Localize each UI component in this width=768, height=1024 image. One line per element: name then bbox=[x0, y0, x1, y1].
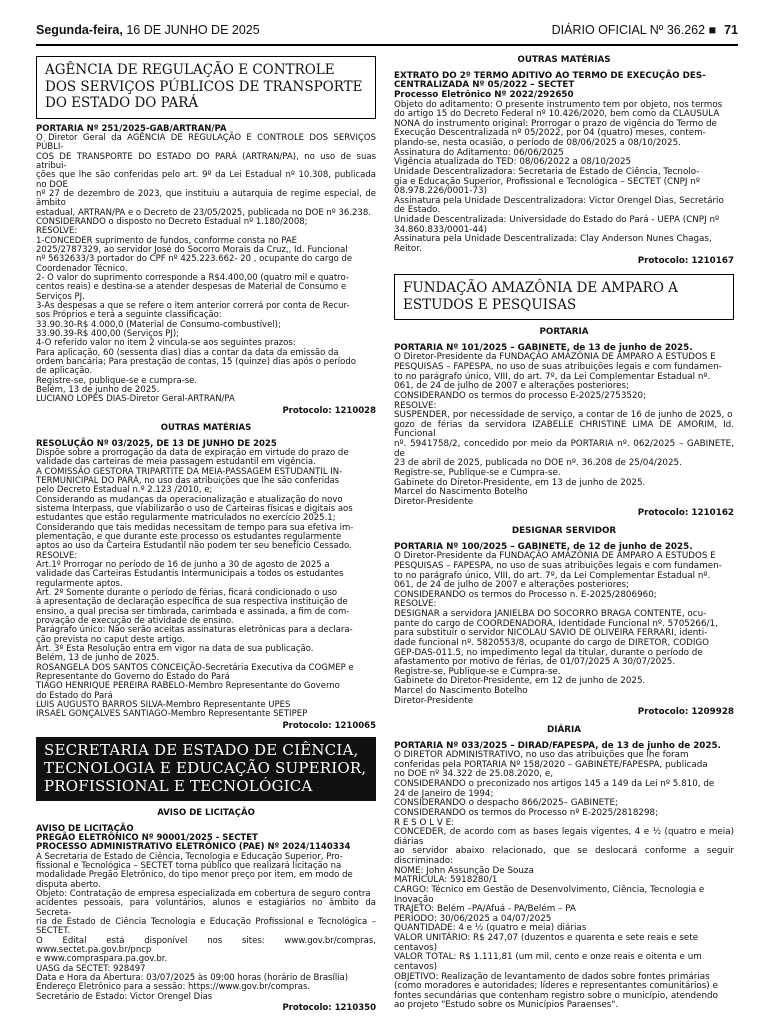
text-line: O Diretor Geral da AGÊNCIA DE REGULAÇÃO E CONTROLE DOS SERVIÇOS PÚBLI- bbox=[36, 132, 376, 153]
text-line: nº 5632633/3 portador do CPF nº 425.223.662- 20 , ocupante do cargo de bbox=[36, 254, 353, 265]
text-line: RESOLVE: bbox=[36, 550, 78, 561]
text-line: Assinatura pela Unidade Descentralizada: Clay Anderson Nunes Chagas, bbox=[394, 234, 712, 245]
text-line: 23 de abril de 2025, publicada no DOE nº. 36.208 de 25/04/2025. bbox=[394, 458, 682, 469]
text-line: centavos) bbox=[394, 942, 438, 953]
text-line: Art. 3º Esta Resolução entra em vigor na data de sua publicação. bbox=[36, 644, 314, 655]
text-line: afastamento por motivo de férias, de 01/07/2025 A 30/07/2025. bbox=[394, 657, 676, 668]
text-line: 24 de Janeiro de 1994; bbox=[394, 788, 494, 799]
subheading-portaria: PORTARIA bbox=[539, 327, 589, 338]
text-line: validade das carteiras de meia passagem estudantil em vigência. bbox=[36, 457, 316, 468]
text-line: DESIGNAR a servidora JANIELBA DO SOCORRO BRAGA CONTENTE, ocu- bbox=[394, 609, 707, 619]
header-journal bbox=[552, 23, 738, 37]
text-line: CONSIDERANDO os termos do Processo nº E-2025/2818298; bbox=[394, 807, 659, 818]
subheading-diaria: DIÁRIA bbox=[546, 724, 582, 735]
aviso-body bbox=[36, 853, 376, 1003]
text-line: NONA do instrumento original: Prorrogar o prazo de vigência do Termo de bbox=[394, 118, 717, 129]
text-line: Belém, 13 de junho de 2025. bbox=[36, 385, 160, 396]
resolucao-03-body bbox=[36, 449, 376, 720]
text-line: nº 27 de dezembro de 2023, que instituiu a autarquia de regime especial, de âmbito bbox=[36, 188, 376, 209]
text-line: PREGÃO ELETRÔNICO Nº 90001/2025 - SECTET bbox=[36, 832, 258, 843]
portaria-033-body bbox=[394, 751, 734, 1011]
text-line: 33.90.30-R$ 4.000,0 (Material de Consumo-combustível); bbox=[36, 319, 281, 330]
protocol-1209928: Protocolo: 1209928 bbox=[637, 707, 734, 718]
text-line: O Diretor-Presidente da FUNDAÇÃO AMAZÔNIA DE AMPARO A ESTUDOS E bbox=[394, 551, 716, 562]
text-line: Considerando as mudanças da operacionalização e atualização do novo bbox=[36, 494, 343, 505]
text-line: ções que lhe são conferidas pelo art. 9º da Lei Estadual nº 10.308, publicada no DOE bbox=[36, 170, 376, 190]
subheading-outras-materias-left: OUTRAS MATÉRIAS bbox=[160, 423, 252, 434]
protocol-1210065: Protocolo: 1210065 bbox=[282, 720, 376, 731]
text-line: Parágrafo único: Não serão aceitas assinaturas eletrônicas para a declara- bbox=[36, 625, 353, 636]
text-line: Gabinete do Diretor-Presidente, em 13 de junho de 2025. bbox=[394, 477, 646, 488]
text-line: A Secretaria de Estado de Ciência, Tecnologia e Educação Superior, Pro- bbox=[36, 851, 343, 862]
portaria-100-title: PORTARIA Nº 100/2025 – GABINETE, de 12 de junho de 2025. bbox=[394, 541, 693, 552]
text-line: Registre-se, Publique-se e Cumpra-se. bbox=[394, 666, 561, 677]
text-line: PESQUISAS – FAPESPA, no uso de suas atribuições legais e com fundamen- bbox=[394, 560, 722, 571]
text-line: ção prevista no caput deste artigo. bbox=[36, 634, 185, 645]
text-line: Gabinete do Diretor-Presidente, em 12 de junho de 2025. bbox=[394, 676, 646, 687]
resolucao-03-title: RESOLUÇÃO Nº 03/2025, DE 13 DE JUNHO DE 2025 bbox=[36, 438, 277, 449]
text-line: pante do cargo de COORDENADORA, Identidade Funcional nº. 5705266/1, bbox=[394, 618, 718, 629]
text-line: Endereço Eletrônico para a sessão: https://www.gov.br/compras. bbox=[36, 982, 311, 993]
text-line: 061, de 24 de julho de 2007 e alterações posteriores; bbox=[394, 381, 630, 392]
text-line: Marcel do Nascimento Botelho bbox=[394, 686, 528, 696]
text-line: CONCEDER, de acordo com as bases legais vigentes, 4 e ½ (quatro e meia) diárias bbox=[394, 827, 734, 847]
text-line: QUANTIDADE: 4 e ½ (quatro e meia) diárias bbox=[394, 923, 587, 934]
text-line: CONSIDERANDO o disposto no Decreto Estadual nº 1.180/2008; bbox=[36, 216, 308, 227]
portaria-251-body bbox=[36, 134, 376, 405]
text-line: disputa aberto. bbox=[36, 879, 101, 890]
text-line: Execução Descentralizada nº 05/2022, por 04 (quatro) meses, contem- bbox=[394, 128, 706, 139]
text-line: Considerando que tais medidas necessitam de tempo para sua efetiva im- bbox=[36, 522, 354, 533]
text-line: TRAJETO: Belém –PA/Afuá - PA/Belém – PA bbox=[394, 904, 576, 915]
section-header-fapespa bbox=[394, 274, 734, 320]
text-line: validade das Carteiras Estudantis Intermunicipais a todos os estudantes bbox=[36, 569, 344, 580]
text-line: to no parágrafo único, VIII, do art. 7º, da Lei Complementar Estadual nº. bbox=[394, 570, 711, 581]
text-line: Assinatura do Aditamento: 06/06/2025 bbox=[394, 147, 564, 158]
text-line: gozo de férias da servidora IZABELLE CHRISTINE LIMA DE AMORIM, Id. Funcional bbox=[394, 419, 734, 440]
protocol-1210167: Protocolo: 1210167 bbox=[637, 255, 734, 266]
text-line: Art.1º Prorrogar no período de 16 de junho a 30 de agosto de 2025 a bbox=[36, 559, 330, 570]
journal-title: DIÁRIO OFICIAL Nº 36.262 ■ bbox=[551, 23, 717, 37]
text-line: e www.compraspara.pa.gov.br. bbox=[36, 954, 168, 965]
text-line: ao projeto "Estudo sobre os Municípios Paraenses". bbox=[394, 1000, 619, 1011]
protocol-1210350: Protocolo: 1210350 bbox=[282, 1003, 376, 1014]
text-line: ao servidor abaixo relacionado, que se deslocará conforme a seguir discriminado: bbox=[394, 846, 734, 866]
text-line: centavos) bbox=[394, 961, 438, 972]
text-line: pelo Decreto Estadual n.º 2.123 /2010, e; bbox=[36, 485, 213, 496]
portaria-101-body bbox=[394, 353, 734, 507]
section-title-fapespa: FUNDAÇÃO AMAZÔNIA DE AMPARO A ESTUDOS E PESQUISAS bbox=[403, 280, 678, 313]
text-line: à apresentação de declaração específica de sua respectiva instituição de bbox=[36, 597, 348, 608]
text-line: TIAGO HENRIQUE PEREIRA RABELO-Membro Representante do Governo bbox=[36, 681, 340, 692]
text-line: VALOR TOTAL: R$ 1.111,81 (um mil, cento e onze reais e oitenta e um bbox=[394, 952, 702, 963]
portaria-251-title: PORTARIA Nº 251/2025-GAB/ARTRAN/PA bbox=[36, 123, 227, 134]
portaria-101-title: PORTARIA Nº 101/2025 – GABINETE, de 13 de junho de 2025. bbox=[394, 342, 693, 353]
text-line: CONSIDERANDO os termos do processo E-2025/2753520; bbox=[394, 390, 647, 401]
extrato-head bbox=[394, 72, 734, 101]
text-line: modalidade Pregão Eletrônico, do tipo menor preço por item, em modo de bbox=[36, 870, 353, 881]
text-line: ensino, a qual precisa ser timbrada, carimbada e assinada, a fim de com- bbox=[36, 606, 350, 617]
text-line: ria de Estado de Ciência Tecnologia e Educação Profissional e Tecnológica – SECTET. bbox=[36, 916, 376, 937]
text-line: para substituir o servidor NICOLAU SAVIO DE OLIVEIRA FERRARI, identi- bbox=[394, 628, 708, 639]
text-line: Unidade Descentralizada: Universidade do Estado do Pará - UEPA (CNPJ nº bbox=[394, 215, 720, 225]
text-line: Data e Hora da Abertura: 03/07/2025 às 09:00 horas (horário de Brasília) bbox=[36, 973, 349, 983]
text-line: provação de execução de atividade de ensino. bbox=[36, 616, 234, 627]
text-line: Objeto: Contratação de empresa especializada em cobertura de seguro contra bbox=[36, 888, 371, 899]
text-line: aptos ao uso da Carteira Estudantil não podem ter seu benefício Cessado. bbox=[36, 541, 352, 552]
text-line: Registre-se, Publique-se e Cumpra-se. bbox=[394, 467, 561, 478]
text-line: ROSANGELA DOS SANTOS CONCEIÇÃO-Secretária Executiva da COGMEP e bbox=[36, 662, 354, 673]
text-line: Inovação bbox=[394, 894, 434, 905]
section-header-sectet bbox=[36, 737, 376, 801]
text-line: Diretor-Presidente bbox=[394, 496, 474, 507]
text-line: de Estado. bbox=[394, 205, 441, 216]
section-title-artran: AGÊNCIA DE REGULAÇÃO E CONTROLE DOS SERVIÇOS PÚBLICOS DE TRANSPORTE DO ESTADO DO PARÁ bbox=[45, 62, 363, 111]
text-line: sos Próprios e terá a seguinte classificação: bbox=[36, 310, 222, 321]
text-line: Vigência atualizada do TED: 08/06/2022 a 08/10/2025 bbox=[394, 157, 632, 168]
text-line: UASG da SECTET: 928497 bbox=[36, 963, 146, 974]
subheading-outras-materias-right: OUTRAS MATÉRIAS bbox=[517, 55, 611, 65]
text-line: Assinatura pela Unidade Descentralizadora: Victor Orengel Dias, Secretário bbox=[394, 195, 724, 206]
text-line: Dispõe sobre a prorrogação da data de expiração em virtude do prazo de bbox=[36, 447, 349, 458]
text-line: to no parágrafo único, VIII, do art. 7º, da Lei Complementar Estadual nº. bbox=[394, 371, 711, 382]
text-line: NOME: John Assunção De Souza bbox=[394, 865, 534, 876]
text-line: estudantes que estão regularmente matriculados no exercício 2025.1; bbox=[36, 513, 336, 524]
text-line: A COMISSÃO GESTORA TRIPARTITE DA MEIA-PASSAGEM ESTUDANTIL IN- bbox=[36, 466, 343, 477]
text-line: 3-As despesas a que se refere o item anterior correrá por conta de Recur- bbox=[36, 301, 350, 312]
text-line: 2025/2787329, ao servidor José do Socorro Morais da Cruz,, Id. Funcional bbox=[36, 244, 348, 255]
text-line: RESOLVE: bbox=[394, 400, 437, 411]
text-line: CONSIDERANDO o despacho 866/2025– GABINETE; bbox=[394, 798, 618, 809]
text-line: no DOE nº 34.322 de 25.08.2020, e, bbox=[394, 769, 554, 780]
text-line: do Estado do Pará bbox=[36, 690, 113, 701]
portaria-033-title: PORTARIA Nº 033/2025 – DIRAD/FAPESPA, de 13 de junho de 2025. bbox=[394, 740, 721, 751]
text-line: CENTRALIZADA Nº 05/2022 – SECTET bbox=[394, 80, 575, 91]
text-line: 061, de 24 de julho de 2007 e alterações posteriores; bbox=[394, 580, 630, 591]
section-header-artran bbox=[36, 56, 376, 119]
text-line: fissional e Tecnológica – SECTET torna público que realizará licitação na bbox=[36, 860, 342, 871]
text-line: Para aplicação, 60 (sessenta dias) dias a contar da data da emissão da bbox=[36, 347, 339, 358]
header-weekday: Segunda-feira, bbox=[36, 23, 123, 37]
text-line: do artigo 15 do Decreto Federal nº 10.426/2020, bem como da CLAUSULA bbox=[394, 109, 720, 120]
text-line: 33.90.39-R$ 400,00 (Serviços PJ); bbox=[36, 329, 180, 340]
subheading-designar-servidor: DESIGNAR SERVIDOR bbox=[511, 526, 617, 536]
protocol-1210028: Protocolo: 1210028 bbox=[282, 405, 376, 416]
text-line: Registre-se, publique-se e cumpra-se. bbox=[36, 375, 198, 386]
text-line: fontes secundárias que contenham registro sobre o município, atendendo bbox=[394, 990, 718, 1001]
text-line: dade funcional nº. 5820553/8, ocupante do cargo de DIRETOR, CODIGO bbox=[394, 637, 710, 648]
text-line: Art. 2º Somente durante o período de férias, ficará condicionado o uso bbox=[36, 588, 338, 598]
text-line: AVISO DE LICITAÇÃO bbox=[36, 823, 134, 834]
text-line: Serviços PJ. bbox=[36, 291, 85, 302]
aviso-head bbox=[36, 825, 376, 853]
text-line: SUSPENDER, por necessidade de serviço, a contar de 16 de junho de 2025, o bbox=[394, 410, 733, 421]
text-line: Marcel do Nascimento Botelho bbox=[394, 487, 528, 498]
text-line: 4-O referido valor no item 2 vincula-se aos seguintes prazos: bbox=[36, 338, 296, 349]
text-line: R E S O L V E: bbox=[394, 817, 455, 828]
page-number: 71 bbox=[724, 23, 738, 37]
text-line: PESQUISAS – FAPESPA, no uso de suas atribuições legais e com fundamen- bbox=[394, 362, 722, 372]
text-line: Objeto do aditamento: O presente instrumento tem por objeto, nos termos bbox=[394, 99, 723, 110]
text-line: Diretor-Presidente bbox=[394, 695, 474, 706]
text-line: O DIRETOR ADMINISTRATIVO, no uso das atribuições que lhe foram bbox=[394, 750, 689, 761]
text-line: Belém, 13 de junho de 2025. bbox=[36, 653, 160, 664]
text-line: O Diretor-Presidente da FUNDAÇÃO AMAZÔNIA DE AMPARO A ESTUDOS E bbox=[394, 352, 716, 363]
text-line: PERÍODO: 30/06/2025 a 04/07/2025 bbox=[394, 913, 552, 924]
text-line: Secretário de Estado: Victor Orengel Dias bbox=[36, 991, 213, 1002]
text-line: Unidade Descentralizadora: Secretaria de Estado de Ciência, Tecnolo- bbox=[394, 166, 700, 177]
text-line: Coordenador Técnico. bbox=[36, 263, 128, 274]
header-date-text: 16 DE JUNHO DE 2025 bbox=[126, 23, 260, 37]
section-title-sectet: SECRETARIA DE ESTADO DE CIÊNCIA, TECNOLOGIA E EDUCAÇÃO SUPERIOR, PROFISSIONAL E TECNOLÓGICA bbox=[44, 741, 367, 796]
text-line: 1-CONCEDER suprimento de fundos, conforme consta no PAE bbox=[36, 235, 298, 246]
text-line: IRSAEL GONÇALVES SANTIAGO-Membro Representante SETIPEP bbox=[36, 709, 308, 720]
text-line: CARGO: Técnico em Gestão de Desenvolvimento, Ciência, Tecnologia e bbox=[394, 884, 705, 895]
text-line: ordem bancária; Para prestação de contas, 15 (quinze) dias após o período bbox=[36, 357, 356, 368]
portaria-100-body bbox=[394, 552, 734, 706]
text-line: 2- O valor do suprimento corresponde a R$4.400,00 (quatro mil e quatro- bbox=[36, 273, 349, 283]
text-line: RESOLVE: bbox=[36, 226, 78, 237]
text-line: nº. 5941758/2, concedido por meio da PORTARIA nº. 062/2025 – GABINETE, de bbox=[394, 439, 734, 459]
text-line: de aplicação. bbox=[36, 366, 93, 377]
text-line: GEP-DAS-011.5, no impedimento legal da titular, durante o período de bbox=[394, 647, 703, 658]
text-line: regularmente aptos. bbox=[36, 578, 123, 589]
text-line: sistema Interpass, que viabilizarão o uso de Carteiras físicas e digitais aos bbox=[36, 503, 353, 514]
text-line: estadual, ARTRAN/PA e o Decreto de 23/05/2025, publicada no DOE nº 36.238. bbox=[36, 207, 371, 218]
text-line: centos reais) e destina-se a atender despesas de Material de Consumo e bbox=[36, 282, 347, 293]
text-line: MATRÍCULA: 5918280/1 bbox=[394, 875, 498, 886]
text-line: O Edital está disponível nos sites: www.gov.br/compras, www.sectet.pa.gov.br/pncp bbox=[36, 935, 376, 955]
text-line: Processo Eletrônico Nº 2022/292650 bbox=[394, 89, 574, 100]
text-line: LUCIANO LOPES DIAS-Diretor Geral-ARTRAN/PA bbox=[36, 394, 235, 405]
text-line: Reitor. bbox=[394, 243, 422, 254]
text-line: gia e Educação Superior, Profissional e Tecnológica – SECTET (CNPJ nº bbox=[394, 176, 700, 187]
text-line: LUIS AUGUSTO BARROS SILVA-Membro Representante UPES bbox=[36, 700, 291, 711]
text-line: TERMUNICIPAL DO PARÁ, no uso das atribuições que lhe são conferidas bbox=[36, 475, 340, 486]
text-line: RESOLVE: bbox=[394, 599, 437, 610]
text-line: PROCESSO ADMINISTRATIVO ELETRÔNICO (PAE) Nº 2024/1140334 bbox=[36, 842, 351, 853]
text-line: (como moradores e autoridades; líderes e representantes comunitários) e bbox=[394, 981, 718, 992]
text-line: VALOR UNITÁRIO: R$ 247,07 (duzentos e quarenta e sete reais e sete bbox=[394, 933, 699, 943]
text-line: 34.860.833/0001-44) bbox=[394, 224, 488, 235]
text-line: conferidas pela PORTARIA Nº 158/2020 – GABINETE/FAPESPA, publicada bbox=[394, 759, 708, 770]
text-line: plando-se, nesta ocasião, o período de 08/06/2025 a 08/10/2025. bbox=[394, 138, 681, 148]
text-line: Representante do Governo do Estado do Pará bbox=[36, 672, 230, 683]
text-line: COS DE TRANSPORTE DO ESTADO DO PARÁ (ARTRAN/PA), no uso de suas atribui- bbox=[36, 151, 376, 171]
text-line: CONSIDERANDO os termos do Processo n. E-2025/2806960; bbox=[394, 589, 657, 600]
text-line: plementação, e que durante este processo os estudantes regularmente bbox=[36, 531, 342, 542]
left-column bbox=[36, 52, 376, 1015]
page-header bbox=[36, 20, 738, 46]
text-line: acidentes pessoais, para voluntários, alunos e estagiários no âmbito da Secreta- bbox=[36, 898, 376, 918]
text-line: 08.978.226/0001-73) bbox=[394, 186, 488, 197]
subheading-aviso-licitacao: AVISO DE LICITAÇÃO bbox=[157, 808, 255, 819]
right-column bbox=[394, 52, 734, 1011]
text-line: OBJETIVO: Realização de levantamento de dados sobre fontes primárias bbox=[394, 971, 710, 982]
protocol-1210162: Protocolo: 1210162 bbox=[637, 508, 734, 519]
header-date bbox=[36, 23, 260, 37]
text-line: EXTRATO DO 2º TERMO ADITIVO AO TERMO DE EXECUÇÃO DES- bbox=[394, 70, 706, 81]
extrato-body bbox=[394, 101, 734, 255]
text-line: CONSIDERANDO o preconizado nos artigos 145 a 149 da Lei nº 5.810, de bbox=[394, 779, 715, 789]
